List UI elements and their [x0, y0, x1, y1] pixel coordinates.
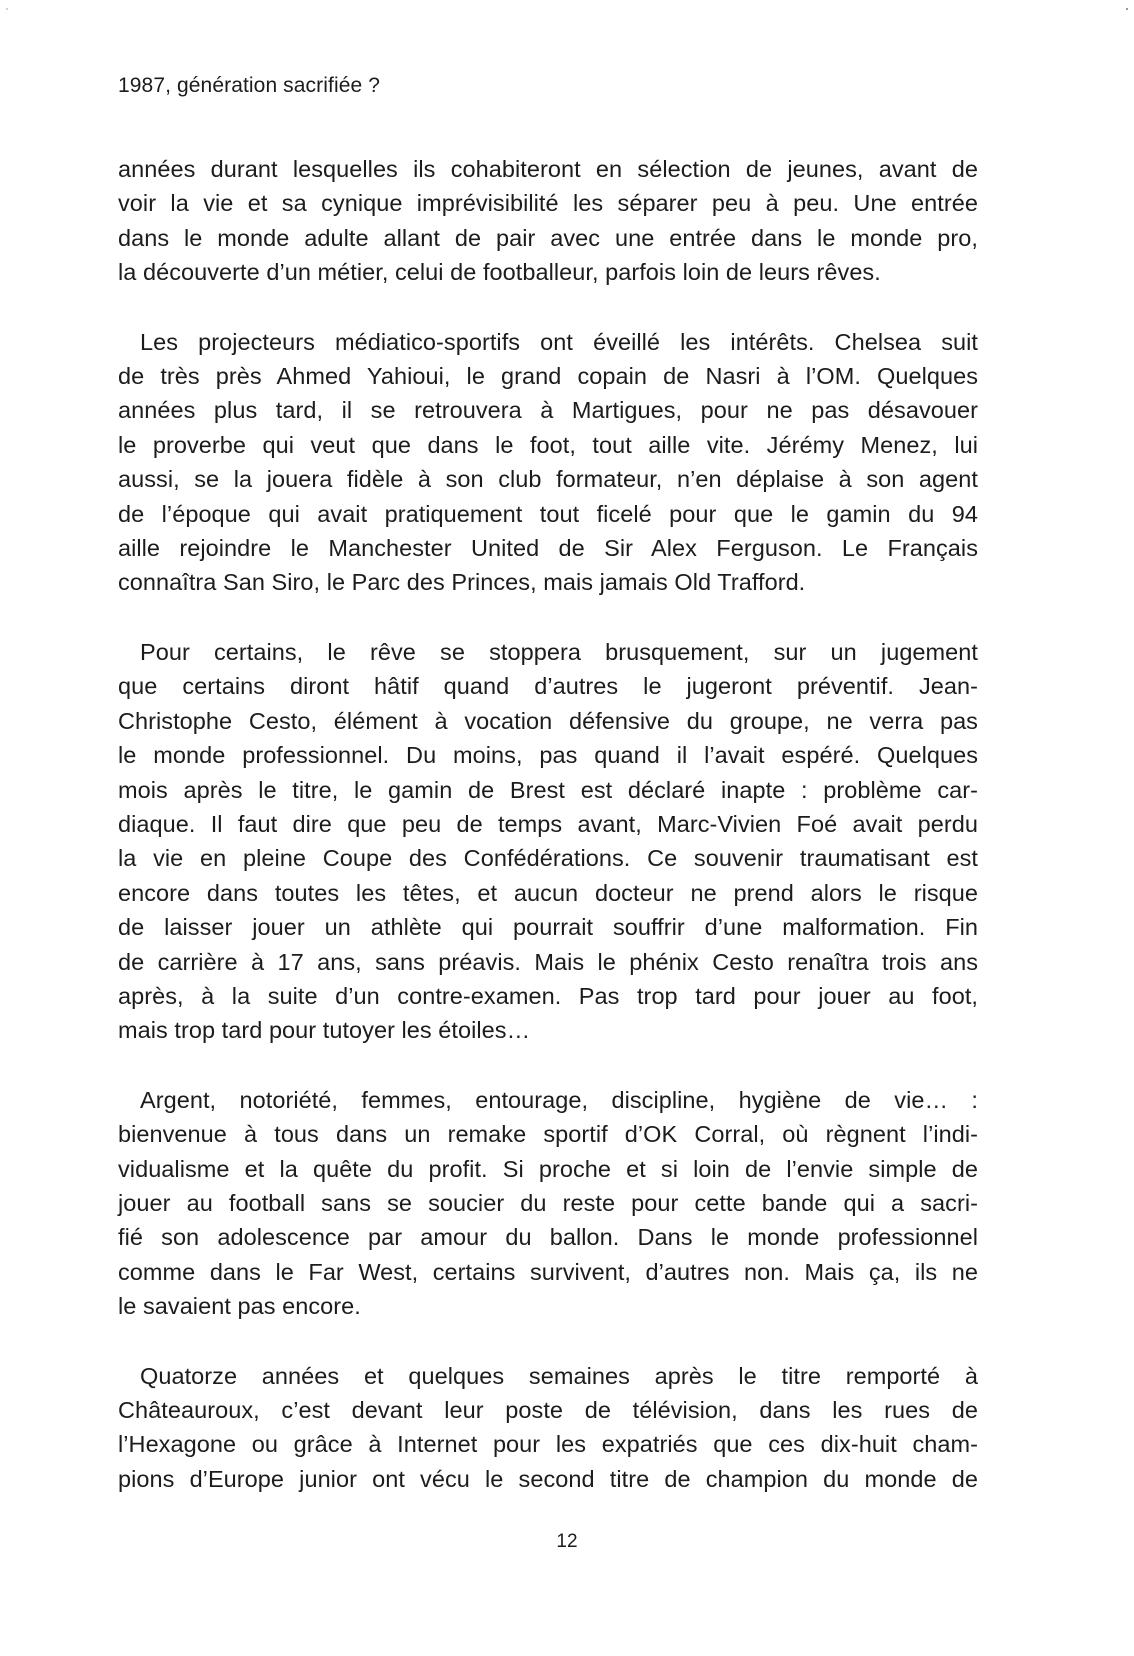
- text-line: bienvenue à tous dans un remake sportif d’OK Corral, où règnent l’indi-: [118, 1121, 978, 1148]
- text-line: Pour certains, le rêve se stoppera brusquement, sur un jugement: [140, 638, 978, 665]
- text-line: encore dans toutes les têtes, et aucun docteur ne prend alors le risque: [118, 879, 978, 906]
- crop-mark: [1126, 8, 1128, 10]
- paragraph: [118, 1359, 978, 1497]
- paragraph: [118, 635, 978, 1048]
- text-line: la vie en pleine Coupe des Confédérations. Ce souvenir traumatisant est: [118, 845, 978, 872]
- text-line: années plus tard, il se retrouvera à Martigues, pour ne pas désavouer: [118, 397, 978, 424]
- text-line: aussi, se la jouera fidèle à son club formateur, n’en déplaise à son agent: [118, 466, 978, 493]
- text-line: voir la vie et sa cynique imprévisibilité les séparer peu à peu. Une entrée: [118, 190, 978, 217]
- text-line: fié son adolescence par amour du ballon. Dans le monde professionnel: [118, 1224, 978, 1251]
- text-line: Quatorze années et quelques semaines après le titre remporté à: [140, 1362, 978, 1389]
- text-line: mois après le titre, le gamin de Brest est déclaré inapte : problème car-: [118, 776, 978, 803]
- paragraph: [118, 1083, 978, 1324]
- text-line: dans le monde adulte allant de pair avec une entrée dans le monde pro,: [118, 224, 978, 251]
- text-line: Les projecteurs médiatico-sportifs ont éveillé les intérêts. Chelsea suit: [140, 328, 978, 355]
- paragraph: [118, 325, 978, 600]
- text-line: le monde professionnel. Du moins, pas quand il l’avait espéré. Quelques: [118, 742, 978, 769]
- crop-mark: [6, 8, 8, 10]
- text-line: Christophe Cesto, élément à vocation défensive du groupe, ne verra pas: [118, 707, 978, 734]
- text-line: pions d’Europe junior ont vécu le second titre de champion du monde de: [118, 1465, 978, 1492]
- text-line: que certains diront hâtif quand d’autres le jugeront préventif. Jean-: [118, 673, 978, 700]
- page-number: 12: [556, 1531, 578, 1552]
- text-line: Argent, notoriété, femmes, entourage, discipline, hygiène de vie… :: [140, 1086, 978, 1113]
- text-line: jouer au football sans se soucier du reste pour cette bande qui a sacri-: [118, 1189, 978, 1216]
- body-text: [118, 152, 978, 1496]
- text-line: connaîtra San Siro, le Parc des Princes, mais jamais Old Trafford.: [118, 569, 806, 596]
- running-head: 1987, génération sacrifiée ?: [118, 74, 380, 97]
- text-line: le proverbe qui veut que dans le foot, tout aille vite. Jérémy Menez, lui: [118, 431, 978, 458]
- text-line: années durant lesquelles ils cohabiteront en sélection de jeunes, avant de: [118, 156, 978, 182]
- text-line: mais trop tard pour tutoyer les étoiles…: [118, 1017, 531, 1044]
- text-line: de très près Ahmed Yahioui, le grand copain de Nasri à l’OM. Quelques: [118, 363, 978, 390]
- text-line: comme dans le Far West, certains survivent, d’autres non. Mais ça, ils ne: [118, 1258, 978, 1285]
- text-line: Châteauroux, c’est devant leur poste de télévision, dans les rues de: [118, 1397, 978, 1423]
- text-line: de laisser jouer un athlète qui pourrait souffrir d’une malformation. Fin: [118, 914, 978, 941]
- text-line: aille rejoindre le Manchester United de Sir Alex Ferguson. Le Français: [118, 535, 978, 562]
- text-line: l’Hexagone ou grâce à Internet pour les expatriés que ces dix-huit cham-: [118, 1431, 978, 1458]
- paragraph: [118, 152, 978, 290]
- text-line: vidualisme et la quête du profit. Si proche et si loin de l’envie simple de: [118, 1155, 978, 1182]
- text-line: après, à la suite d’un contre-examen. Pas trop tard pour jouer au foot,: [118, 982, 978, 1009]
- text-line: la découverte d’un métier, celui de footballeur, parfois loin de leurs rêves.: [118, 259, 881, 286]
- text-line: le savaient pas encore.: [118, 1293, 361, 1320]
- text-line: diaque. Il faut dire que peu de temps avant, Marc-Vivien Foé avait perdu: [118, 810, 978, 837]
- text-line: de l’époque qui avait pratiquement tout ficelé pour que le gamin du 94: [118, 500, 978, 527]
- text-line: de carrière à 17 ans, sans préavis. Mais le phénix Cesto renaîtra trois ans: [118, 948, 978, 975]
